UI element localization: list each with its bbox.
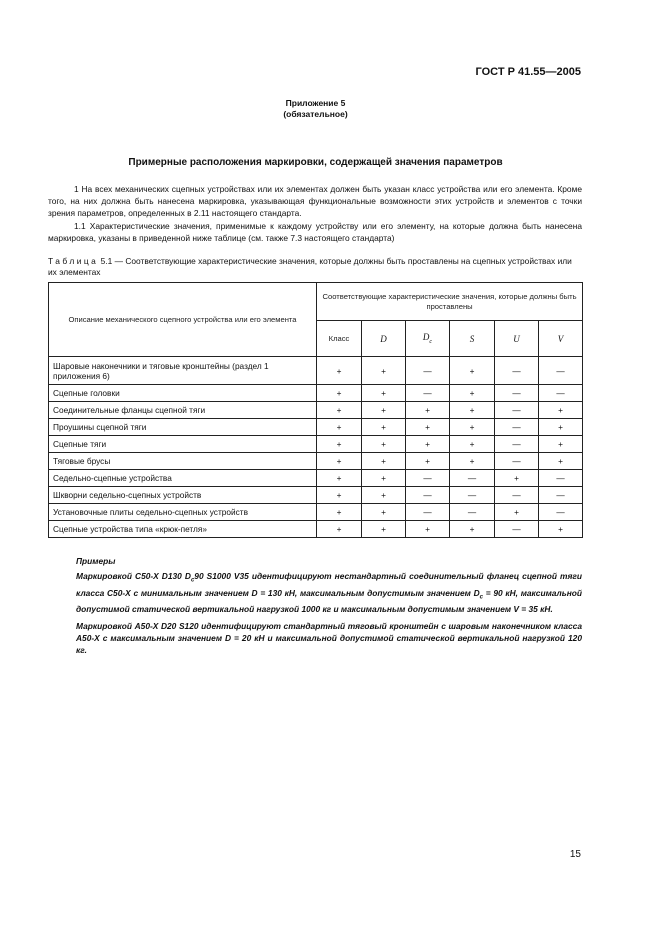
table-row [49,470,583,487]
header-dc-main: D [422,332,430,343]
example-1-part-a: Маркировкой C50-X D130 D [76,571,191,581]
row-value: + [539,402,583,419]
example-1-sub: c [190,577,195,584]
row-value: + [362,487,406,504]
header-dc [406,321,450,357]
header-s: S [450,321,495,357]
row-value: — [406,487,450,504]
row-value: + [539,419,583,436]
row-value: — [450,487,495,504]
table-row [49,419,583,436]
header-dc-sub: c [429,338,433,345]
table-row [49,521,583,538]
table-row [49,487,583,504]
row-value: — [539,470,583,487]
row-value: + [317,436,362,453]
appendix-status: (обязательное) [283,109,348,119]
table-row [49,436,583,453]
row-value: + [317,385,362,402]
row-value: — [495,487,539,504]
row-value: + [317,521,362,538]
row-value: + [406,402,450,419]
page-number: 15 [569,849,581,860]
row-value: + [317,487,362,504]
row-value: — [450,470,495,487]
row-value: + [362,385,406,402]
row-description: Сцепные тяги [49,436,317,453]
row-value: + [539,521,583,538]
row-value: + [495,504,539,521]
row-value: + [539,436,583,453]
row-value: + [362,419,406,436]
row-value: + [450,402,495,419]
row-value: + [495,470,539,487]
row-value: + [450,385,495,402]
row-value: + [317,470,362,487]
row-value: + [362,470,406,487]
row-value: + [450,357,495,385]
row-value: + [317,357,362,385]
table-caption-word: Таблица [48,256,99,266]
row-value: + [450,521,495,538]
row-value: + [450,419,495,436]
row-value: — [539,504,583,521]
row-value: — [406,385,450,402]
table-row [49,453,583,470]
table-row [49,357,583,385]
row-description: Установочные плиты седельно-сцепных устройств [49,504,317,521]
characteristics-table [48,282,583,538]
table-body [49,357,583,538]
header-u: U [495,321,539,357]
example-1 [76,570,582,615]
row-value: + [406,453,450,470]
header-v: V [539,321,583,357]
row-description: Соединительные фланцы сцепной тяги [49,402,317,419]
row-description: Тяговые брусы [49,453,317,470]
row-value: — [406,357,450,385]
row-value: — [495,385,539,402]
row-description: Шкворни седельно-сцепных устройств [49,487,317,504]
table-caption [48,256,582,278]
row-value: + [362,357,406,385]
row-value: — [495,402,539,419]
row-value: + [406,419,450,436]
row-value: + [406,436,450,453]
row-value: — [495,453,539,470]
row-value: + [406,521,450,538]
row-value: + [362,521,406,538]
section-title: Примерные расположения маркировки, содержащей значения параметров [128,157,503,168]
row-description: Седельно-сцепные устройства [49,470,317,487]
row-value: — [495,419,539,436]
example-1-part-c: = 90 кН, максимальной допустимой статической вертикальной нагрузкой 1000 кг и максимальным допустимым значением V = 35 кН. [76,587,582,615]
row-value: + [362,436,406,453]
paragraph-1: 1 На всех механических сцепных устройствах или их элементах должен быть указан класс устройства или его элемента. Кроме того, на них должна быть нанесена маркировка, указывающая функциональные возможности этих устройств и элементов с точки зрения параметров, определенных в 2.11 настоящего стандарта. [48,184,582,218]
row-value: + [317,402,362,419]
row-value: + [450,436,495,453]
example-1-part-b: 90 S1000 V35 идентифицируют нестандартный соединительный фланец сцепной тяги класса C50-X с минимальным значением D = 130 кН, максимальным допустимым значением D [76,571,582,598]
examples-heading: Примеры [76,556,116,566]
row-description: Шаровые наконечники и тяговые кронштейны (раздел 1 приложения 6) [49,357,317,385]
row-value: + [362,402,406,419]
appendix-title: Приложение 5 [285,98,346,108]
row-value: + [317,419,362,436]
row-value: + [362,504,406,521]
document-id: ГОСТ Р 41.55—2005 [475,66,581,78]
row-value: — [539,385,583,402]
row-value: — [450,504,495,521]
row-value: — [495,521,539,538]
row-value: — [539,487,583,504]
row-value: + [317,504,362,521]
row-value: + [450,453,495,470]
row-value: — [406,470,450,487]
row-value: — [539,357,583,385]
row-value: — [495,436,539,453]
row-value: + [317,453,362,470]
table-row [49,385,583,402]
header-d: D [362,321,406,357]
row-description: Проушины сцепной тяги [49,419,317,436]
row-description: Сцепные устройства типа «крюк-петля» [49,521,317,538]
row-value: — [406,504,450,521]
example-1-sub2: c [479,594,483,601]
row-description: Сцепные головки [49,385,317,402]
table-caption-text: 5.1 — Соответствующие характеристические значения, которые должны быть проставлены на сцепных устройствах или их элементах [48,256,572,277]
table-row [49,402,583,419]
row-value: + [362,453,406,470]
header-values-group: Соответствующие характеристические значения, которые должны быть проставлены [317,283,583,321]
paragraph-1-1: 1.1 Характеристические значения, применимые к каждому устройству или его элементу, на которые должна быть нанесена маркировка, указаны в приведенной ниже таблице (см. также 7.3 настоящего стандарта) [48,221,582,243]
table-row [49,504,583,521]
row-value: + [539,453,583,470]
header-description: Описание механического сцепного устройства или его элемента [49,283,317,357]
header-class: Класс [317,321,362,357]
example-2: Маркировкой A50-X D20 S120 идентифицируют стандартный тяговый кронштейн с шаровым наконечником класса A50-X с максимальным значением D = 20 кН и максимальной допустимой статической вертикальной нагрузкой 120 кг. [76,621,582,655]
row-value: — [495,357,539,385]
